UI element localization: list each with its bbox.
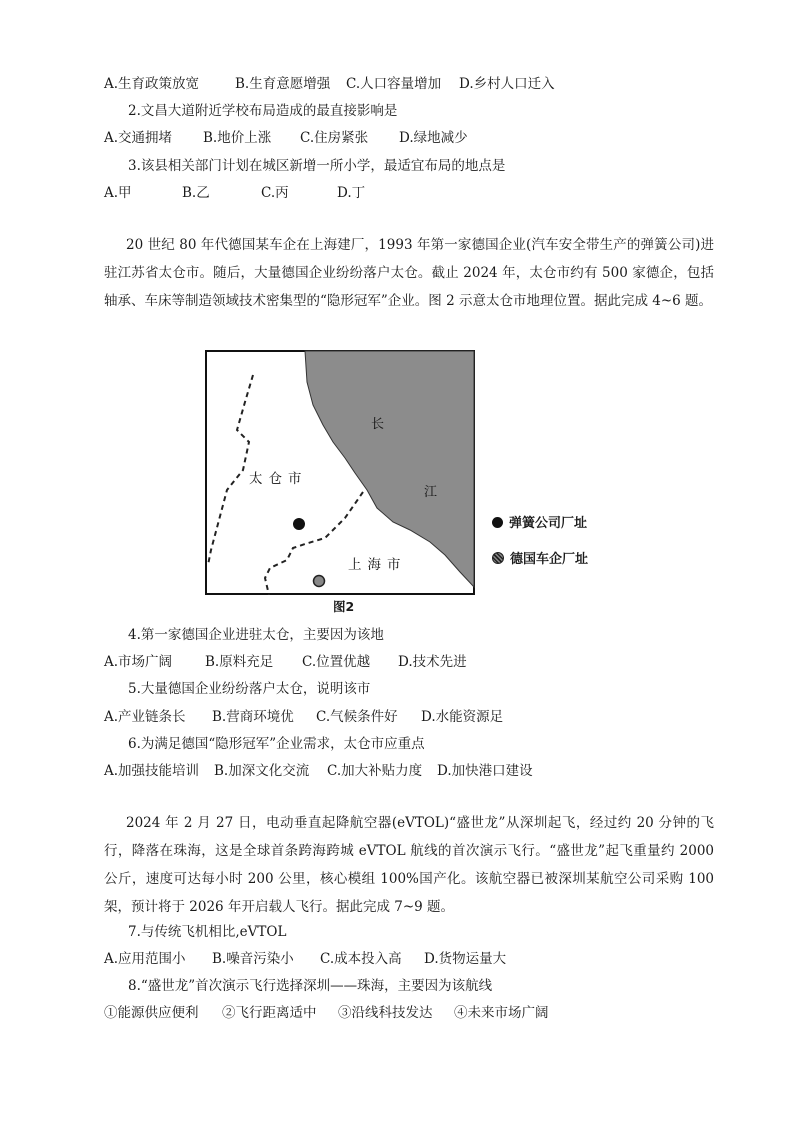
legend-black-dot-icon (492, 517, 503, 528)
map-label-river-1: 长 (371, 417, 385, 432)
legend-german-label: 德国车企厂址 (510, 552, 589, 567)
q4-options (104, 652, 467, 672)
spring-company-marker (293, 518, 305, 530)
q6-option-d: D.加快港口建设 (437, 763, 533, 779)
q7-option-d: D.货物运量大 (424, 951, 507, 967)
q8-option-2: ②飞行距离适中 (222, 1005, 317, 1021)
q4-option-a: A.市场广阔 (104, 654, 173, 670)
q8-option-1: ①能源供应便利 (104, 1005, 199, 1021)
figure-caption: 图2 (333, 599, 355, 614)
q2-stem: 2.文昌大道附近学校布局造成的最直接影响是 (128, 103, 398, 119)
q8-option-3: ③沿线科技发达 (338, 1005, 433, 1021)
q3-option-a: A.甲 (104, 185, 132, 201)
q5-option-c: C.气候条件好 (316, 709, 398, 725)
q7-stem: 7.与传统飞机相比,eVTOL (128, 924, 287, 940)
q3-option-b: B.乙 (182, 185, 210, 201)
map-label-river-2: 江 (424, 485, 438, 500)
german-carmaker-marker (314, 576, 325, 587)
q1-option-a: A.生育政策放宽 (104, 76, 200, 92)
q1-option-d: D.乡村人口迁入 (459, 76, 555, 92)
q6-option-a: A.加强技能培训 (104, 763, 200, 779)
q2-option-c: C.住房紧张 (300, 130, 369, 146)
q2-option-a: A.交通拥堵 (104, 130, 173, 146)
q4-option-d: D.技术先进 (398, 654, 467, 670)
legend-spring-label: 弹簧公司厂址 (509, 516, 588, 531)
q5-option-b: B.营商环境优 (212, 709, 294, 725)
q8-option-4: ④未来市场广阔 (454, 1005, 549, 1021)
q2-option-d: D.绿地减少 (399, 130, 468, 146)
q4-stem: 4.第一家德国企业进驻太仓，主要因为该地 (128, 627, 384, 643)
passage-evtol: 2024 年 2 月 27 日，电动垂直起降航空器(eVTOL)“盛世龙”从深圳起飞，经过约 20 分钟的飞行，降落在珠海，这是全球首条跨海跨城 eVTOL 航线的首次演示飞行。“盛世龙”起飞重量约 2000 公斤，速度可达每小时 200 公里，核心模组 100%国产化。该航空器已被深圳某航空公司采购 100 架，预计将于 2026 年开启载人飞行。据此完成 7~9 题。 (104, 815, 714, 915)
map-label-taicang: 太仓市 (249, 471, 308, 487)
q1-option-b: B.生育意愿增强 (235, 76, 331, 92)
legend-hatched-dot-icon (492, 552, 504, 564)
q6-options (104, 761, 533, 781)
q2-option-b: B.地价上涨 (203, 130, 272, 146)
legend-german (492, 548, 588, 567)
q4-option-b: B.原料充足 (205, 654, 274, 670)
map-label-shanghai: 上海市 (348, 557, 407, 573)
q1-option-c: C.人口容量增加 (346, 76, 442, 92)
q7-options (104, 949, 506, 969)
q8-options (104, 1003, 549, 1023)
q5-stem: 5.大量德国企业纷纷落户太仓，说明该市 (128, 681, 371, 697)
q1-options (104, 74, 555, 94)
q7-option-a: A.应用范围小 (104, 951, 186, 967)
q2-options (104, 128, 468, 148)
q3-option-d: D.丁 (337, 185, 366, 201)
legend-spring (492, 512, 587, 531)
passage-taicang: 20 世纪 80 年代德国某车企在上海建厂，1993 年第一家德国企业(汽车安全带生产的弹簧公司)进驻江苏省太仓市。随后，大量德国企业纷纷落户太仓。截止 2024 年，太仓市约有 500 家德企，包括轴承、车床等制造领域技术密集型的“隐形冠军”企业。图 2 示意太仓市地理位置。据此完成 4~6 题。 (104, 237, 714, 309)
q6-option-b: B.加深文化交流 (214, 763, 310, 779)
q6-stem: 6.为满足德国“隐形冠军”企业需求，太仓市应重点 (128, 736, 425, 752)
q8-stem: 8.“盛世龙”首次演示飞行选择深圳——珠海，主要因为该航线 (128, 978, 493, 994)
q6-option-c: C.加大补贴力度 (327, 763, 423, 779)
q3-option-c: C.丙 (261, 185, 289, 201)
q4-option-c: C.位置优越 (302, 654, 371, 670)
q7-option-c: C.成本投入高 (320, 951, 402, 967)
q5-option-d: D.水能资源足 (421, 709, 504, 725)
q3-options (104, 183, 365, 203)
q5-options (104, 707, 503, 727)
q5-option-a: A.产业链条长 (104, 709, 186, 725)
q7-option-b: B.噪音污染小 (212, 951, 294, 967)
q3-stem: 3.该县相关部门计划在城区新增一所小学，最适宜布局的地点是 (128, 158, 506, 174)
taicang-location-map (205, 350, 475, 595)
